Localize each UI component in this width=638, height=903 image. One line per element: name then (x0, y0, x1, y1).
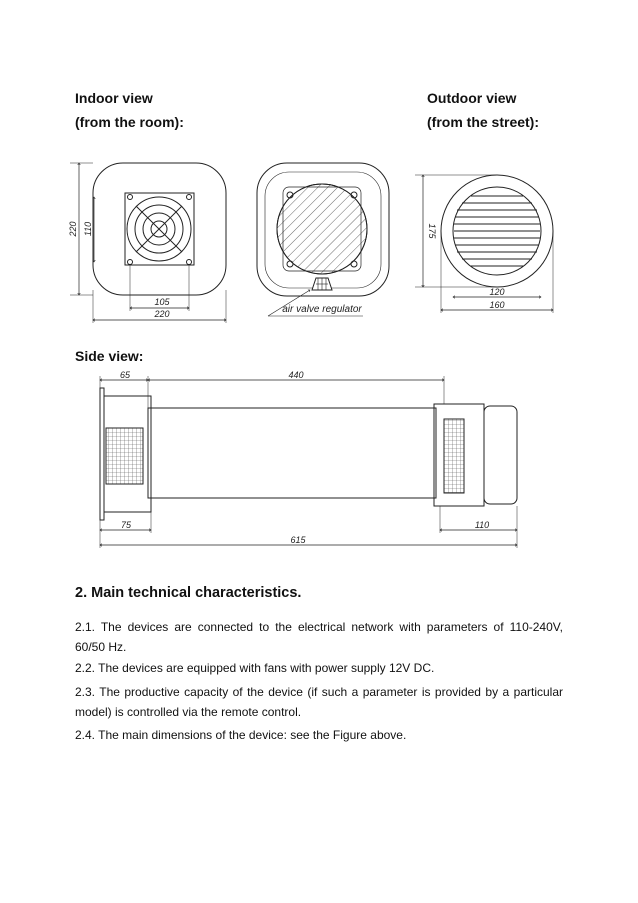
outdoor-view-subtitle: (from the street): (427, 114, 540, 130)
paragraph-2-2: 2.2. The devices are equipped with fans with power supply 12V DC. (75, 661, 435, 675)
screw-hole (187, 260, 192, 265)
side-duct-tube (148, 408, 436, 498)
side-outdoor-cap (484, 406, 517, 504)
dim-side-right-bottom: 110 (474, 520, 490, 530)
paragraph-2-4: 2.4. The main dimensions of the device: see the Figure above. (75, 728, 407, 742)
screw-hole (128, 260, 133, 265)
screw-hole (128, 195, 133, 200)
dim-indoor-inner-height: 110 (83, 221, 93, 237)
valve-view-drawing (257, 163, 389, 316)
dim-side-length: 440 (288, 370, 304, 380)
screw-hole (187, 195, 192, 200)
side-view-drawing (100, 376, 517, 548)
dim-side-total: 615 (290, 535, 306, 545)
outdoor-view-title: Outdoor view (427, 90, 517, 106)
dim-indoor-height: 220 (68, 221, 78, 237)
dim-indoor-inner-width: 105 (154, 297, 170, 307)
outdoor-grille-louvres (454, 196, 540, 266)
paragraph-2-3: 2.3. The productive capacity of the device (if such a parameter is provided by a particular model) is controlled via the remote control. (75, 685, 563, 719)
section-title: 2. Main technical characteristics. (75, 585, 302, 601)
dim-outdoor-width: 160 (489, 300, 505, 310)
side-indoor-grille (106, 428, 143, 484)
side-outdoor-grille (444, 419, 464, 493)
dim-side-left-bottom: 75 (120, 520, 132, 530)
indoor-view-title: Indoor view (75, 90, 153, 106)
outdoor-view-drawing (415, 175, 553, 313)
dim-indoor-width: 220 (154, 309, 170, 319)
dim-side-left-top: 65 (119, 370, 131, 380)
dim-outdoor-inner-width: 120 (489, 287, 505, 297)
paragraph-2-1: 2.1. The devices are connected to the electrical network with parameters of 110-240V, 60/50 Hz. (75, 620, 563, 654)
side-view-heading: Side view: (75, 348, 144, 364)
dim-outdoor-height: 175 (427, 223, 437, 239)
air-valve-regulator-label: air valve regulator (282, 304, 362, 315)
indoor-view-subtitle: (from the room): (75, 114, 184, 130)
indoor-view-drawing (70, 163, 226, 323)
side-indoor-plate (100, 388, 104, 520)
